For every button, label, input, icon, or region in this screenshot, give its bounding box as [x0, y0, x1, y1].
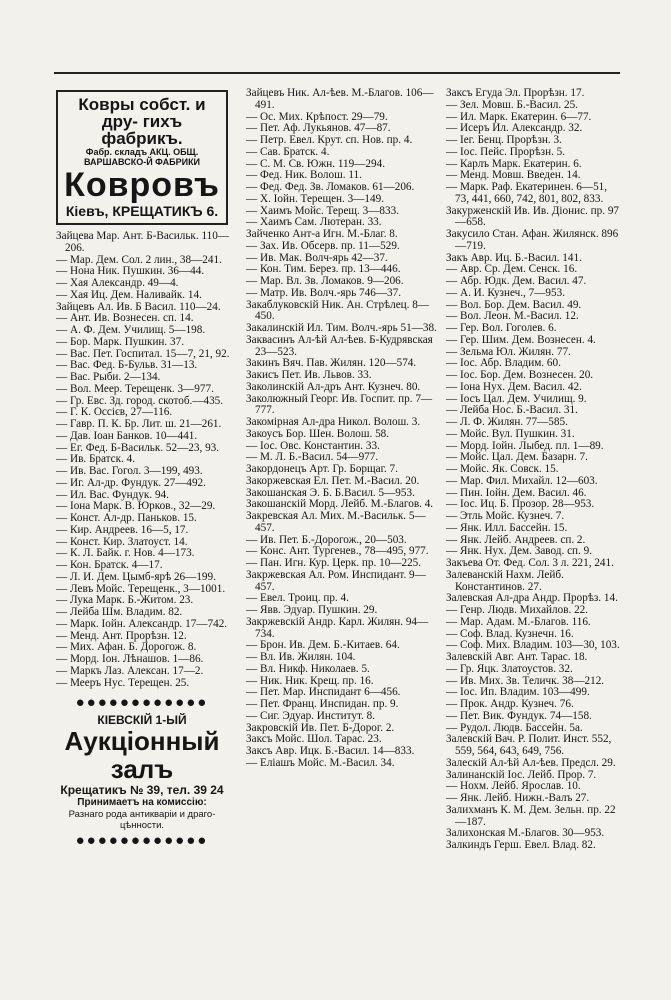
- directory-entry: — Іос. Иц. Б. Прозор. 28—953.: [446, 498, 595, 511]
- directory-entry: Залихонская М.-Благов. 30—953.: [446, 827, 605, 840]
- directory-entry: — Хаимъ Мойс. Терещ. 3—833.: [246, 204, 399, 217]
- directory-entry: — Зел. Мовш. Б.-Васил. 25.: [446, 98, 578, 111]
- directory-entry: — Вас. Фед. Б-Бульв. 31—13.: [56, 359, 198, 372]
- directory-entry: Закалинскій Ил. Тим. Волч.-ярь 51—38.: [246, 322, 437, 334]
- directory-entry: Закоусъ Бор. Шен. Волош. 58.: [246, 427, 390, 440]
- ad-auction-title: Аукціонный залъ: [64, 726, 220, 785]
- directory-entry: — Мар. Адам. М.-Благов. 116.: [446, 615, 591, 628]
- directory-entry: — С. М. Св. Южн. 119—294.: [246, 157, 385, 170]
- kovrov-advertisement: [56, 90, 228, 225]
- entry-list-3: [446, 88, 622, 852]
- directory-entry: — Янк. Нух. Дем. Завод. сп. 9.: [446, 545, 592, 558]
- directory-entry: — Прок. Андр. Кузнеч. 76.: [446, 698, 574, 710]
- directory-entry: — Л. Ф. Жилян. 77—585.: [446, 416, 568, 428]
- directory-entry: — Зах. Ив. Обсерв. пр. 11—529.: [246, 239, 400, 252]
- directory-entry: — Рудол. Людв. Бассейн. 5а.: [446, 721, 583, 734]
- directory-entry: Залевская Ал-дра Андр. Прорѣз. 14.: [446, 592, 618, 605]
- directory-entry: — Конст. Ал-др. Паньков. 15.: [56, 512, 197, 524]
- directory-entry: — Іос. Абр. Владим. 60.: [446, 357, 561, 370]
- directory-entry: Залевскій Вач. Р. Полит. Инст. 552, 559, 564, 643, 649, 756.: [446, 733, 612, 757]
- directory-entry: — Янк. Лейб. Нижн.-Валъ 27.: [446, 792, 590, 804]
- entry-list-2: [246, 88, 442, 770]
- directory-entry: — Мееръ Нус. Терещен. 25.: [56, 676, 190, 689]
- directory-entry: Закурженскій Ив. Ив. Діонис. пр. 97—658.: [446, 204, 620, 229]
- directory-entry: Закошанскій Морд. Лейб. М.-Благов. 4.: [246, 498, 434, 511]
- directory-entry: — Менд. Мовш. Введен. 14.: [446, 169, 581, 182]
- directory-entry: — А. Ф. Дем. Училищ. 5—198.: [56, 324, 206, 336]
- directory-entry: — Мар. Вл. Зв. Ломаков. 9—206.: [246, 275, 404, 287]
- directory-entry: — Іос. Бор. Дем. Вознесен. 20.: [446, 369, 594, 381]
- directory-entry: Закордонецъ Арт. Гр. Борщаг. 7.: [246, 463, 398, 475]
- directory-entry: — Соф. Влад. Кузнечн. 16.: [446, 627, 574, 640]
- directory-entry: — Дав. Іоан Банков. 10—441.: [56, 429, 198, 442]
- directory-entry: — Сиг. Эдуар. Институт. 8.: [246, 709, 376, 722]
- directory-entry: Залкиндъ Герш. Евел. Влад. 82.: [446, 839, 596, 851]
- directory-entry: — Пет. Франц. Инспидан. пр. 9.: [246, 698, 399, 710]
- directory-entry: — Конст. Кир. Златоуст. 14.: [56, 535, 188, 548]
- directory-entry: — Ив. Пет. Б.-Дорогож., 20—503.: [246, 533, 407, 546]
- directory-entry: Зайченко Ант-а Игн. М.-Благ. 8.: [246, 228, 398, 240]
- directory-entry: — Гавр. П. К. Бр. Лит. ш. 21—261.: [56, 418, 222, 430]
- directory-entry: — Карлъ Марк. Екатерин. 6.: [446, 157, 582, 170]
- top-rule: [54, 72, 620, 74]
- directory-entry: — Кон. Тим. Берез. пр. 13—446.: [246, 263, 401, 276]
- ad-brand-name: Ковровъ: [64, 166, 220, 204]
- ad-subline-2: ВАРШАВСКО-Й ФАБРИКИ: [83, 157, 201, 167]
- directory-entry: Зайцевъ Ал. Ив. Б Васил. 110—24.: [56, 300, 221, 313]
- directory-entry: — Хаимъ Сам. Лютеран. 33.: [246, 216, 382, 229]
- directory-entry: — Явв. Эдуар. Пушкин. 29.: [246, 604, 378, 616]
- directory-entry: — Морд. Іойн. Лыбед. пл. 1—89.: [446, 439, 604, 452]
- ad-auction-address: Крещатикъ № 39, тел. 39 24: [60, 783, 224, 798]
- directory-entry: — Ник. Ник. Крещ. пр. 16.: [246, 674, 374, 687]
- directory-entry: — Вол. Бор. Дем. Васил. 49.: [446, 298, 582, 311]
- ad-subline: Фабр. складъ АКЦ. ОБЩ.: [85, 147, 199, 157]
- directory-entry: — Брон. Ив. Дем. Б.-Китаев. 64.: [246, 639, 400, 652]
- directory-entry: — Левъ Мойс. Терещенк., 3—1001.: [56, 582, 226, 595]
- auction-advertisement: [56, 695, 228, 849]
- ad-auction-items: Разнаго рода антикваріи и драго-: [68, 809, 216, 821]
- directory-entry: — Авр. Ср. Дем. Сенск. 16.: [446, 263, 578, 276]
- directory-entry: — Пет. Мар. Инспидант 6—456.: [246, 686, 401, 699]
- column-1: [56, 88, 232, 855]
- directory-entry: — Гер. Шим. Дем. Вознесен. 4.: [446, 333, 596, 346]
- directory-entry: Закисъ Пет. Ив. Львов. 33.: [246, 369, 372, 381]
- directory-entry: — Мих. Афан. Б. Дорогож. 8.: [56, 641, 197, 654]
- directory-entry: — Ив. Братск. 4.: [56, 453, 136, 466]
- directory-entry: — Евел. Троиц. пр. 4.: [246, 592, 349, 605]
- directory-entry: — Ег. Фед. Б-Васильк. 52—23, 93.: [56, 441, 220, 454]
- directory-entry: — Сав. Братск. 4.: [246, 145, 330, 158]
- directory-entry: Залевскій Авг. Ант. Тарас. 18.: [446, 651, 588, 663]
- directory-entry: Зайцева Мар. Ант. Б-Васильк. 110—206.: [56, 230, 230, 254]
- directory-entry: — Іег. Бенц. Прорѣзн. 3.: [446, 134, 562, 146]
- directory-entry: Закревская Ал. Мих. М.-Васильк. 5—457.: [246, 510, 426, 534]
- directory-entry: — Мойс. Як. Совск. 15.: [446, 463, 559, 475]
- directory-entry: Закинъ Вяч. Пав. Жилян. 120—574.: [246, 357, 417, 370]
- directory-entry: — Этль Мойс. Кузнеч. 7.: [446, 510, 565, 522]
- directory-entry: — Абр. Юдк. Дем. Васил. 47.: [446, 275, 587, 287]
- directory-entry: — Вол. Меер. Терещенк. 3—977.: [56, 382, 214, 395]
- directory-entry: — Пан. Игн. Кур. Церк. пр. 10—225.: [246, 557, 422, 569]
- directory-entry: — Вл. Никф. Николаев. 5.: [246, 662, 370, 675]
- directory-entry: Заксъ Авр. Ицк. Б.-Васил. 14—833.: [246, 745, 415, 757]
- directory-entry: Закоржевская Ел. Пет. М.-Васил. 20.: [246, 474, 420, 487]
- ad-headline: Ковры собст. и дру- гихъ фабрикъ.: [78, 95, 206, 148]
- directory-entry: — Пет. Аф. Лукьянов. 47—87.: [246, 122, 391, 135]
- directory-entry: — Г. К. Оссієв, 27—116.: [56, 406, 173, 419]
- directory-entry: Зайцевъ Ник. Ал-ѣев. М.-Благов. 106—491.: [246, 87, 434, 111]
- directory-entry: Закошанская Э. Б. Б.Васил. 5—953.: [246, 486, 415, 499]
- directory-entry: — Мар. Дем. Сол. 2 лин., 38—241.: [56, 253, 222, 266]
- directory-entry: Закровскій Ив. Пет. Б-Дорог. 2.: [246, 721, 395, 734]
- directory-entry: — Петр. Евел. Крут. сп. Нов. пр. 4.: [246, 134, 413, 146]
- directory-entry: — Гер. Вол. Гоголев. 6.: [446, 322, 557, 334]
- directory-entry: Залескій Ал-ѣй Ал-ѣев. Предсл. 29.: [446, 756, 616, 769]
- directory-entry: — Еліашъ Мойс. М.-Васил. 34.: [246, 756, 395, 769]
- ad-auction-items-2: цѣнности.: [119, 820, 165, 832]
- directory-entry: — Пет. Вик. Фундук. 74—158.: [446, 709, 592, 722]
- directory-entry: Заколинскій Ал-дръ Ант. Кузнеч. 80.: [246, 380, 421, 393]
- directory-entry: Заколюжный Георг. Ив. Госпит. пр. 7—777.: [246, 392, 433, 417]
- directory-entry: — Іона Марк. В. Юрков., 32—29.: [56, 500, 216, 513]
- directory-entry: — Маркъ Лаз. Алексан. 17—2.: [56, 664, 204, 677]
- directory-entry: Заквасинъ Ал-ѣй Ал-ѣев. Б-Кудрявская 23—523.: [246, 333, 433, 358]
- directory-entry: — Іосъ Цал. Дем. Училищ. 9.: [446, 392, 587, 405]
- directory-entry: — Фед. Фед. Зв. Ломаков. 61—206.: [246, 181, 415, 193]
- directory-entry: — Ил. Вас. Фундук. 94.: [56, 488, 169, 501]
- directory-entry: — Хая Иц. Дем. Наливайк. 14.: [56, 288, 202, 301]
- directory-entry: — Зельма Юл. Жилян. 77.: [446, 345, 571, 358]
- ad-address: Кіевъ, КРЕЩАТИКЪ 6.: [65, 203, 219, 219]
- directory-entry: — Марк. Іойн. Александр. 17—742.: [56, 617, 228, 630]
- directory-entry: — Ос. Мих. Крѣпост. 29—79.: [246, 110, 388, 123]
- directory-entry: — Фед. Ник. Волош. 11.: [246, 169, 362, 182]
- column-2: [246, 88, 442, 770]
- directory-entry: Закомірная Ал-дра Никол. Волош. 3.: [246, 416, 421, 428]
- directory-entry: — Мойс. Вул. Пушкин. 31.: [446, 427, 575, 440]
- ornament-dots-top: ●●●●●●●●●●●●: [75, 694, 209, 712]
- directory-entry: — Лейба Нос. Б.-Васил. 31.: [446, 404, 578, 417]
- directory-entry: Закусило Стан. Афан. Жилянск. 896—719.: [446, 228, 619, 252]
- directory-entry: — Янк. Илл. Бассейн. 15.: [446, 521, 568, 534]
- directory-entry: — Іос. Пейс. Прорѣзн. 5.: [446, 145, 566, 158]
- directory-entry: — Мар. Фил. Михайл. 12—603.: [446, 474, 598, 487]
- directory-entry: — Л. И. Дем. Цымб-ярѣ 26—199.: [56, 570, 216, 583]
- directory-entry: Закъ Авр. Иц. Б.-Васил. 141.: [446, 251, 582, 264]
- directory-entry: — Конс. Ант. Тургенев., 78—495, 977.: [246, 545, 429, 558]
- directory-entry: — Мойс. Цал. Дем. Базарн. 7.: [446, 451, 588, 464]
- directory-entry: Залинанскій Іос. Лейб. Прор. 7.: [446, 768, 597, 781]
- directory-entry: Закъева От. Фед. Сол. 3 л. 221, 241.: [446, 557, 614, 569]
- directory-entry: — Нона Ник. Пушкин. 36—44.: [56, 265, 205, 278]
- directory-entry: — Генр. Людв. Михайлов. 22.: [446, 604, 589, 616]
- directory-entry: — Янк. Лейб. Андреев. сп. 2.: [446, 533, 586, 546]
- directory-entry: — Ив. Вас. Гогол. 3—199, 493.: [56, 465, 203, 477]
- directory-entry: — Іос. Овс. Константин. 33.: [246, 439, 380, 452]
- directory-entry: — Кир. Андреев. 16—5, 17.: [56, 523, 189, 536]
- directory-entry: Закржевская Ал. Ром. Инспидант. 9—457.: [246, 568, 426, 593]
- directory-entry: — Исеръ Ил. Александр. 32.: [446, 122, 583, 135]
- directory-entry: — Іона Нух. Дем. Васил. 42.: [446, 380, 582, 393]
- directory-entry: — Ив. Мих. Зв. Теличк. 38—212.: [446, 674, 605, 687]
- directory-entry: — Ив. Мак. Волч-ярь 42—37.: [246, 251, 388, 264]
- directory-entry: — Иг. Ал-др. Фундук. 27—492.: [56, 476, 206, 489]
- ad-auction-accepts: Принимаетъ на комиссію:: [77, 797, 207, 809]
- directory-entry: — А. И. Кузнеч., 7—953.: [446, 286, 566, 299]
- directory-entry: — Лука Марк. Б.-Житом. 23.: [56, 594, 194, 607]
- directory-entry: — Кон. Братск. 4—17.: [56, 559, 163, 571]
- directory-entry: Заксъ Егуда Эл. Прорѣзн. 17.: [446, 87, 585, 99]
- directory-entry: — Гр. Евс. Зд. город. скотоб.—435.: [56, 394, 224, 407]
- directory-entry: — Хая Александр. 49—4.: [56, 277, 179, 289]
- directory-entry: — Матр. Ив. Волч.-ярь 746—37.: [246, 286, 402, 299]
- directory-entry: — Соф. Мих. Владим. 103—30, 103.: [446, 639, 620, 652]
- directory-entry: — М. Л. Б.-Васил. 54—977.: [246, 451, 379, 464]
- directory-entry: — Ил. Марк. Екатерин. 6—77.: [446, 110, 592, 123]
- directory-entry: — Марк. Раф. Екатеринен. 6—51, 73, 441, 660, 742, 801, 802, 833.: [446, 181, 608, 205]
- directory-entry: — Вол. Леон. М.-Васил. 12.: [446, 310, 579, 323]
- directory-entry: — Гр. Яцк. Златоустов. 32.: [446, 662, 573, 675]
- ornament-dots-bottom: ●●●●●●●●●●●●: [75, 832, 209, 850]
- directory-entry: — Нохм. Лейб. Ярослав. 10.: [446, 780, 581, 793]
- directory-entry: — Вас. Пет. Госпитал. 15—7, 21, 92.: [56, 347, 230, 360]
- entry-list-1: [56, 231, 232, 689]
- directory-entry: — Морд. Іон. Лѣнашов. 1—86.: [56, 653, 204, 665]
- directory-entry: — Пин. Іойн. Дем. Васил. 46.: [446, 486, 587, 499]
- directory-entry: Залеванскій Нахм. Лейб. Константинов. 27.: [446, 568, 564, 593]
- directory-entry: — К. Л. Байк. г. Нов. 4—173.: [56, 547, 195, 560]
- directory-entry: — Вл. Ив. Жилян. 104.: [246, 651, 356, 663]
- directory-entry: — Вас. Рыби. 2—134.: [56, 371, 161, 383]
- ad-auction-label: КІЕВСКІЙ 1-ЫЙ: [97, 713, 187, 728]
- directory-entry: — Іос. Ип. Владим. 103—499.: [446, 686, 590, 699]
- directory-entry: Заксъ Мойс. Шол. Тарас. 23.: [246, 733, 382, 746]
- directory-entry: — Менд. Ант. Прорѣзн. 12.: [56, 629, 187, 642]
- directory-entry: — Лейба Шм. Владим. 82.: [56, 606, 183, 618]
- directory-entry: — Ант. Ив. Вознесен. сп. 14.: [56, 312, 194, 325]
- directory-entry: Залихманъ К. М. Дем. Зельн. пр. 22—187.: [446, 803, 616, 828]
- directory-entry: — Бор. Марк. Пушкин. 37.: [56, 335, 185, 348]
- directory-entry: — Х. Іойн. Терещен. 3—149.: [246, 192, 384, 205]
- directory-entry: Закржевскій Андр. Карл. Жилян. 94—734.: [246, 615, 429, 640]
- column-3: [446, 88, 622, 852]
- directory-entry: Закаблуковскій Ник. Ан. Стрѣлец. 8—450.: [246, 298, 430, 323]
